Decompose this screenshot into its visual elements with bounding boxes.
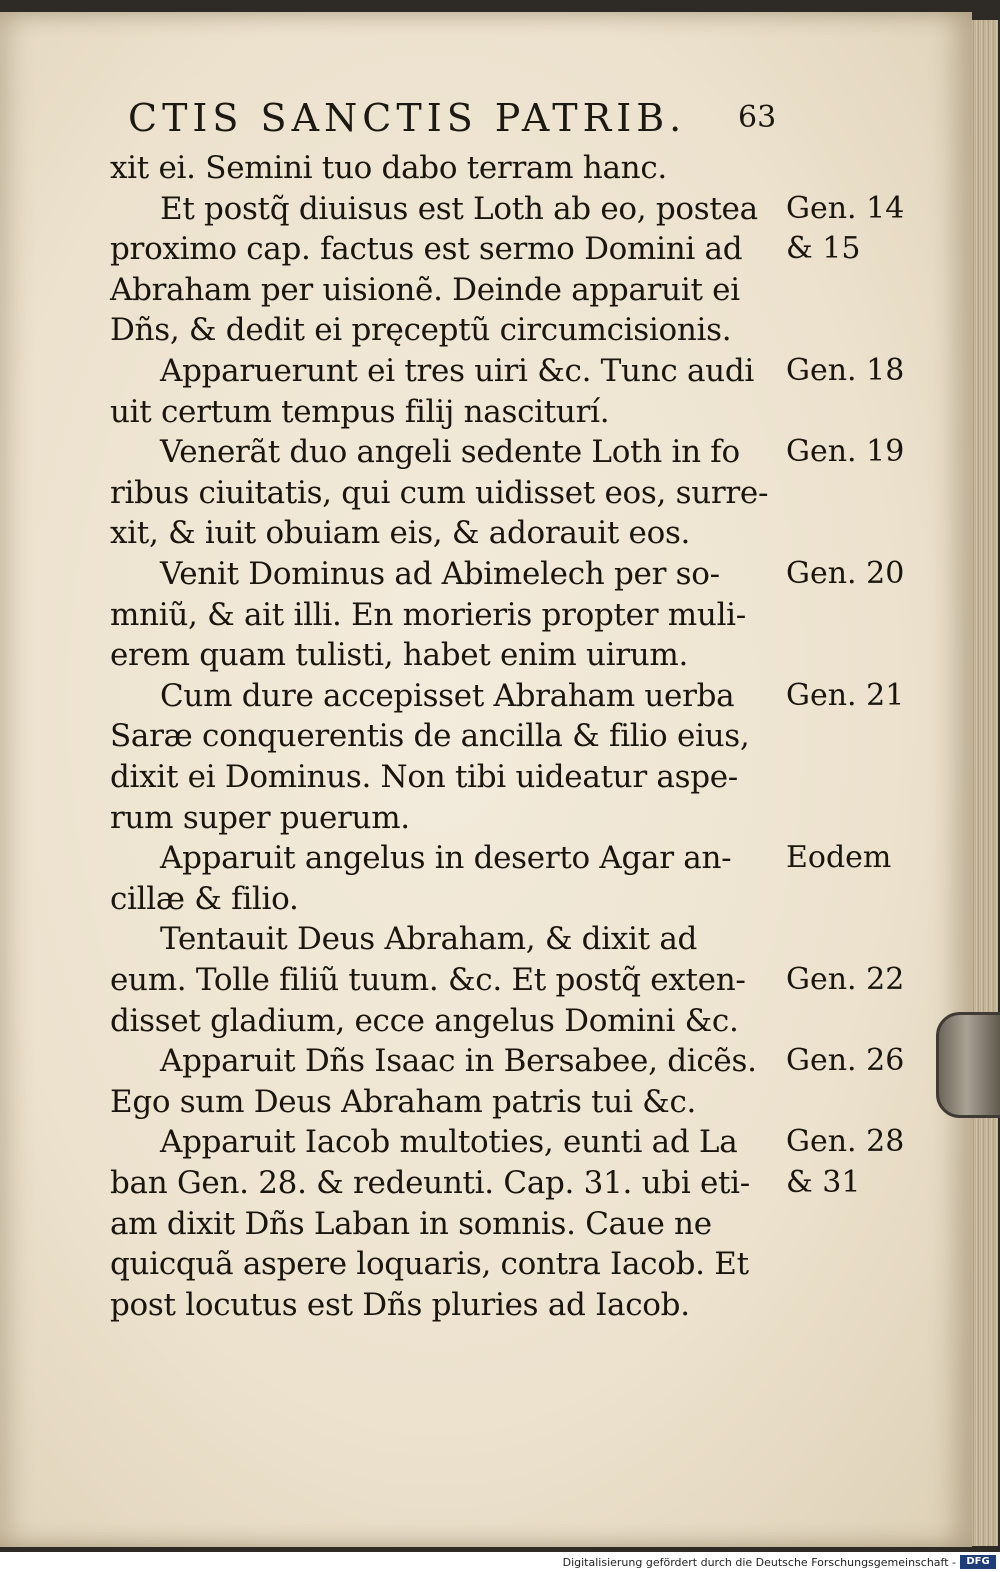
running-head: CTIS SANCTIS PATRIB.: [128, 96, 687, 140]
dfg-logo: DFG: [960, 1555, 996, 1569]
text-line: eum. Tolle filiũ tuum. &c. Et postq̃ exten-: [110, 962, 746, 998]
margin-note: Gen. 26: [786, 1043, 905, 1079]
margin-note: Gen. 14: [786, 190, 905, 226]
text-line: ban Gen. 28. & redeunti. Cap. 31. ubi eti-: [110, 1165, 750, 1201]
text-line: ribus ciuitatis, qui cum uidisset eos, surre-: [110, 474, 769, 511]
text-line: mniũ, & ait illi. En morieris propter muli-: [110, 596, 746, 633]
text-line: dixit ei Dominus. Non tibi uideatur aspe-: [110, 759, 738, 795]
text-line: Venit Dominus ad Abimelech per so-: [160, 556, 720, 592]
text-line: Venerãt duo angeli sedente Loth in fo: [160, 434, 740, 471]
page-number: 63: [738, 100, 777, 135]
text-line: Apparuerunt ei tres uiri &c. Tunc audi: [160, 353, 755, 389]
text-line: xit ei. Semini tuo dabo terram hanc.: [110, 150, 667, 186]
text-line: Dñs, & dedit ei pręceptũ circumcisionis.: [110, 312, 732, 349]
text-line: Cum dure accepisset Abraham uerba: [160, 677, 735, 714]
text-line: post locutus est Dñs pluries ad Iacob.: [110, 1286, 690, 1323]
text-line: am dixit Dñs Laban in somnis. Caue ne: [110, 1205, 712, 1242]
text-line: Et postq̃ diuisus est Loth ab eo, postea: [160, 190, 758, 227]
text-line: xit, & iuit obuiam eis, & adorauit eos.: [110, 515, 691, 552]
text-line: erem quam tulisti, habet enim uirum.: [110, 637, 689, 674]
margin-note: Gen. 28: [786, 1124, 905, 1160]
text-line: proximo cap. factus est sermo Domini ad: [110, 231, 743, 268]
text-line: Saræ conquerentis de ancilla & filio eius,: [110, 718, 750, 755]
margin-note: & 31: [786, 1165, 861, 1200]
text-line: disset gladium, ecce angelus Domini &c.: [110, 1002, 739, 1039]
text-line: Apparuit Iacob multoties, eunti ad La: [160, 1124, 738, 1161]
margin-note: & 15: [786, 231, 861, 267]
margin-note: Gen. 20: [786, 556, 905, 591]
text-line: rum super puerum.: [110, 799, 410, 836]
margin-note: Gen. 18: [786, 353, 905, 388]
margin-note: Eodem: [786, 840, 892, 876]
text-line: cillæ & filio.: [110, 880, 299, 917]
text-line: Abraham per uisionẽ. Deinde apparuit ei: [110, 271, 740, 308]
text-line: uit certum tempus filij nasciturí.: [110, 393, 610, 430]
digitization-credit: Digitalisierung gefördert durch die Deutsche Forschungsgemeinschaft -: [562, 1556, 956, 1569]
margin-note: Gen. 21: [786, 677, 905, 713]
text-line: Apparuit Dñs Isaac in Bersabee, dicẽs.: [160, 1043, 757, 1080]
text-line: Ego sum Deus Abraham patris tui &c.: [110, 1083, 697, 1120]
text-line: quicquã aspere loquaris, contra Iacob. Et: [110, 1246, 749, 1283]
text-line: Tentauit Deus Abraham, & dixit ad: [160, 921, 698, 958]
margin-note: Gen. 22: [786, 962, 905, 997]
text-line: Apparuit angelus in deserto Agar an-: [160, 840, 732, 877]
margin-note: Gen. 19: [786, 434, 905, 470]
